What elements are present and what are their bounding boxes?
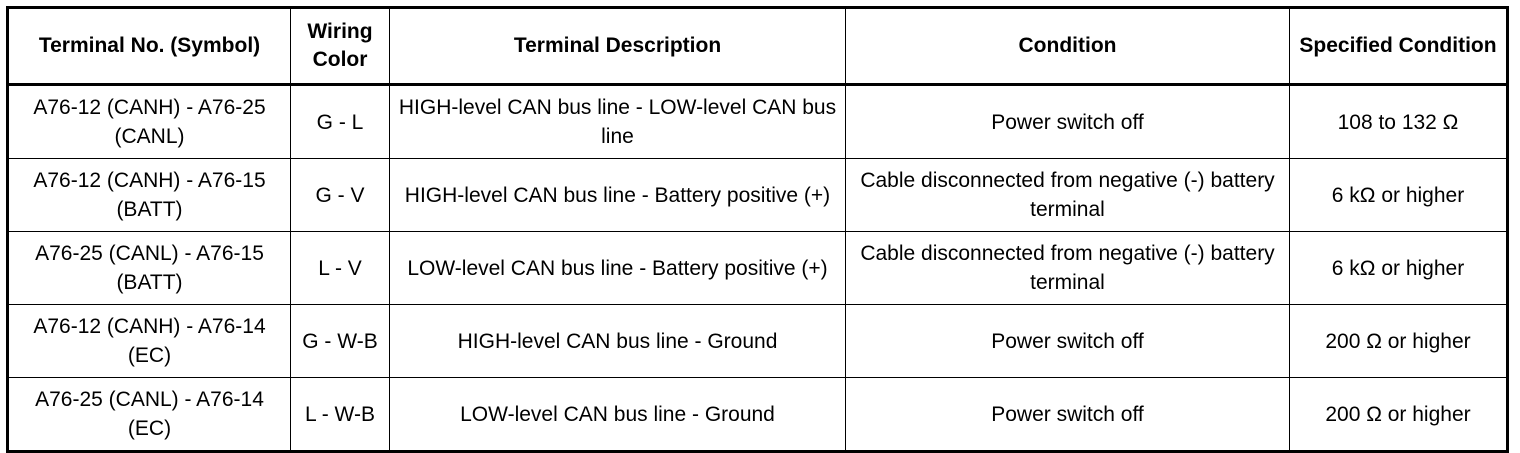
cell-specified-condition: 6 kΩ or higher: [1290, 232, 1508, 305]
cell-wiring-color: L - W-B: [291, 378, 390, 452]
table-row: [8, 305, 1508, 378]
header-wiring-color: Wiring Color: [291, 8, 390, 85]
cell-condition: Power switch off: [846, 85, 1290, 159]
cell-wiring-color: G - W-B: [291, 305, 390, 378]
cell-terminal-description: LOW-level CAN bus line - Battery positive (+): [390, 232, 846, 305]
cell-terminal-no: A76-25 (CANL) - A76-14 (EC): [8, 378, 291, 452]
cell-specified-condition: 6 kΩ or higher: [1290, 159, 1508, 232]
cell-wiring-color: G - V: [291, 159, 390, 232]
cell-terminal-no: A76-25 (CANL) - A76-15 (BATT): [8, 232, 291, 305]
table-header-row: [8, 8, 1508, 85]
cell-condition: Cable disconnected from negative (-) battery terminal: [846, 232, 1290, 305]
header-terminal-description: Terminal Description: [390, 8, 846, 85]
cell-condition: Power switch off: [846, 378, 1290, 452]
cell-terminal-no: A76-12 (CANH) - A76-15 (BATT): [8, 159, 291, 232]
header-specified-condition: Specified Condition: [1290, 8, 1508, 85]
cell-specified-condition: 108 to 132 Ω: [1290, 85, 1508, 159]
cell-specified-condition: 200 Ω or higher: [1290, 378, 1508, 452]
cell-specified-condition: 200 Ω or higher: [1290, 305, 1508, 378]
table-row: [8, 85, 1508, 159]
header-terminal-no: Terminal No. (Symbol): [8, 8, 291, 85]
cell-condition: Cable disconnected from negative (-) battery terminal: [846, 159, 1290, 232]
table-row: [8, 378, 1508, 452]
cell-terminal-no: A76-12 (CANH) - A76-14 (EC): [8, 305, 291, 378]
cell-wiring-color: L - V: [291, 232, 390, 305]
table-row: [8, 232, 1508, 305]
cell-terminal-description: HIGH-level CAN bus line - Ground: [390, 305, 846, 378]
cell-condition: Power switch off: [846, 305, 1290, 378]
terminal-spec-table: [6, 6, 1509, 453]
terminal-spec-table-container: [6, 6, 1506, 453]
cell-terminal-description: HIGH-level CAN bus line - Battery positive (+): [390, 159, 846, 232]
table-row: [8, 159, 1508, 232]
cell-terminal-no: A76-12 (CANH) - A76-25 (CANL): [8, 85, 291, 159]
cell-terminal-description: LOW-level CAN bus line - Ground: [390, 378, 846, 452]
header-condition: Condition: [846, 8, 1290, 85]
cell-terminal-description: HIGH-level CAN bus line - LOW-level CAN bus line: [390, 85, 846, 159]
cell-wiring-color: G - L: [291, 85, 390, 159]
